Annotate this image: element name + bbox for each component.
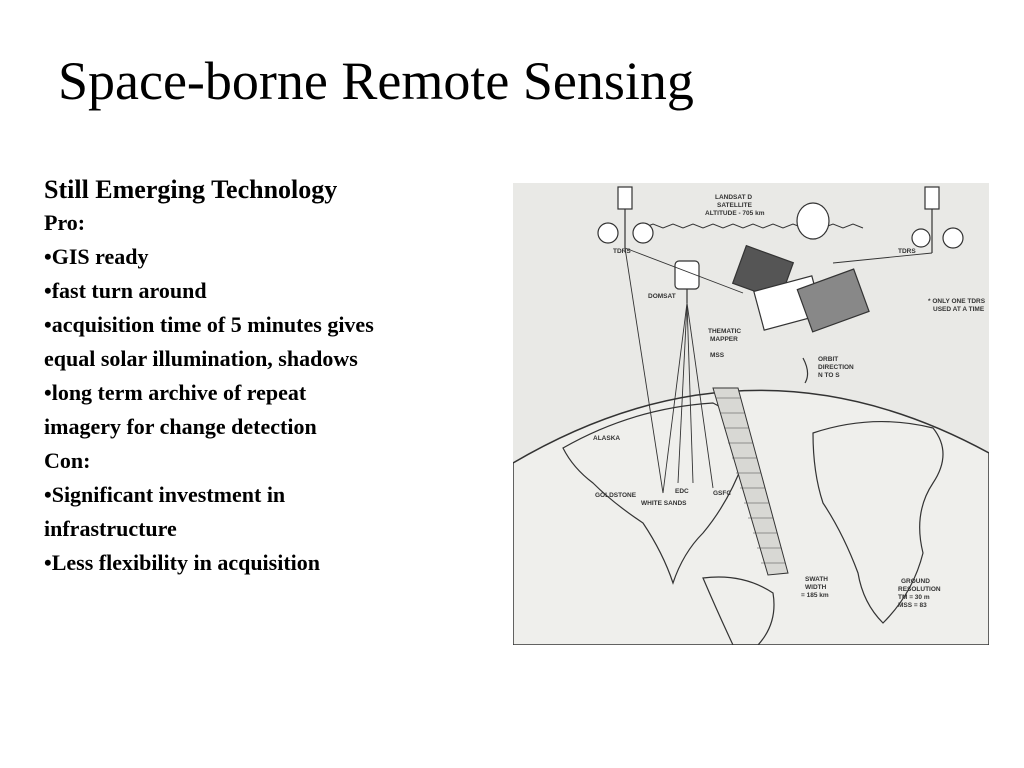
label-edc: EDC bbox=[675, 488, 689, 495]
tdrs-right-satellite bbox=[912, 187, 963, 253]
label-thematic-2: MAPPER bbox=[710, 336, 738, 343]
label-swath-3: = 185 km bbox=[801, 592, 829, 599]
slide-body bbox=[44, 174, 484, 580]
con-item-continued: infrastructure bbox=[44, 516, 177, 541]
label-mss: MSS bbox=[710, 352, 725, 359]
pro-item-continued: equal solar illumination, shadows bbox=[44, 346, 358, 371]
label-goldstone: GOLDSTONE bbox=[595, 492, 637, 499]
label-white-sands: WHITE SANDS bbox=[641, 500, 687, 507]
label-only-tdrs-1: * ONLY ONE TDRS bbox=[928, 298, 986, 305]
tdrs-left-satellite bbox=[598, 187, 653, 248]
label-orbit-2: DIRECTION bbox=[818, 364, 854, 371]
label-ground-2: RESOLUTION bbox=[898, 586, 941, 593]
label-tdrs-left: TDRS bbox=[613, 248, 631, 255]
slide-title: Space-borne Remote Sensing bbox=[58, 51, 694, 111]
label-ground-4: MSS = 83 bbox=[898, 602, 927, 609]
label-orbit-3: N TO S bbox=[818, 372, 840, 379]
label-only-tdrs-2: USED AT A TIME bbox=[933, 306, 985, 313]
label-domsat: DOMSAT bbox=[648, 293, 676, 300]
pro-item: •acquisition time of 5 minutes gives bbox=[44, 312, 374, 337]
landsat-diagram bbox=[513, 183, 989, 645]
label-thematic-1: THEMATIC bbox=[708, 328, 742, 335]
landsat-satellite bbox=[733, 203, 869, 332]
label-ground-3: TM = 30 m bbox=[898, 594, 930, 601]
landsat-diagram-svg bbox=[513, 183, 989, 645]
label-ground-1: GROUND bbox=[901, 578, 930, 585]
orbit-arrow bbox=[803, 358, 808, 383]
label-tdrs-right: TDRS bbox=[898, 248, 916, 255]
section-heading: Still Emerging Technology bbox=[44, 175, 338, 204]
pro-label: Pro: bbox=[44, 210, 86, 235]
label-orbit-1: ORBIT bbox=[818, 356, 839, 363]
altitude-line bbox=[643, 224, 863, 228]
pro-item-continued: imagery for change detection bbox=[44, 414, 317, 439]
label-altitude-3: ALTITUDE - 705 km bbox=[705, 210, 765, 217]
pro-item: •GIS ready bbox=[44, 244, 149, 269]
con-item: •Significant investment in bbox=[44, 482, 286, 507]
label-swath-1: SWATH bbox=[805, 576, 828, 583]
domsat-satellite bbox=[675, 261, 699, 303]
label-alaska: ALASKA bbox=[593, 435, 621, 442]
label-swath-2: WIDTH bbox=[805, 584, 827, 591]
label-altitude-2: SATELLITE bbox=[717, 202, 752, 209]
con-item: •Less flexibility in acquisition bbox=[44, 550, 321, 575]
pro-item: •long term archive of repeat bbox=[44, 380, 307, 405]
label-altitude-1: LANDSAT D bbox=[715, 194, 753, 201]
label-gsfc: GSFC bbox=[713, 490, 732, 497]
pro-item: •fast turn around bbox=[44, 278, 207, 303]
con-label: Con: bbox=[44, 448, 91, 473]
